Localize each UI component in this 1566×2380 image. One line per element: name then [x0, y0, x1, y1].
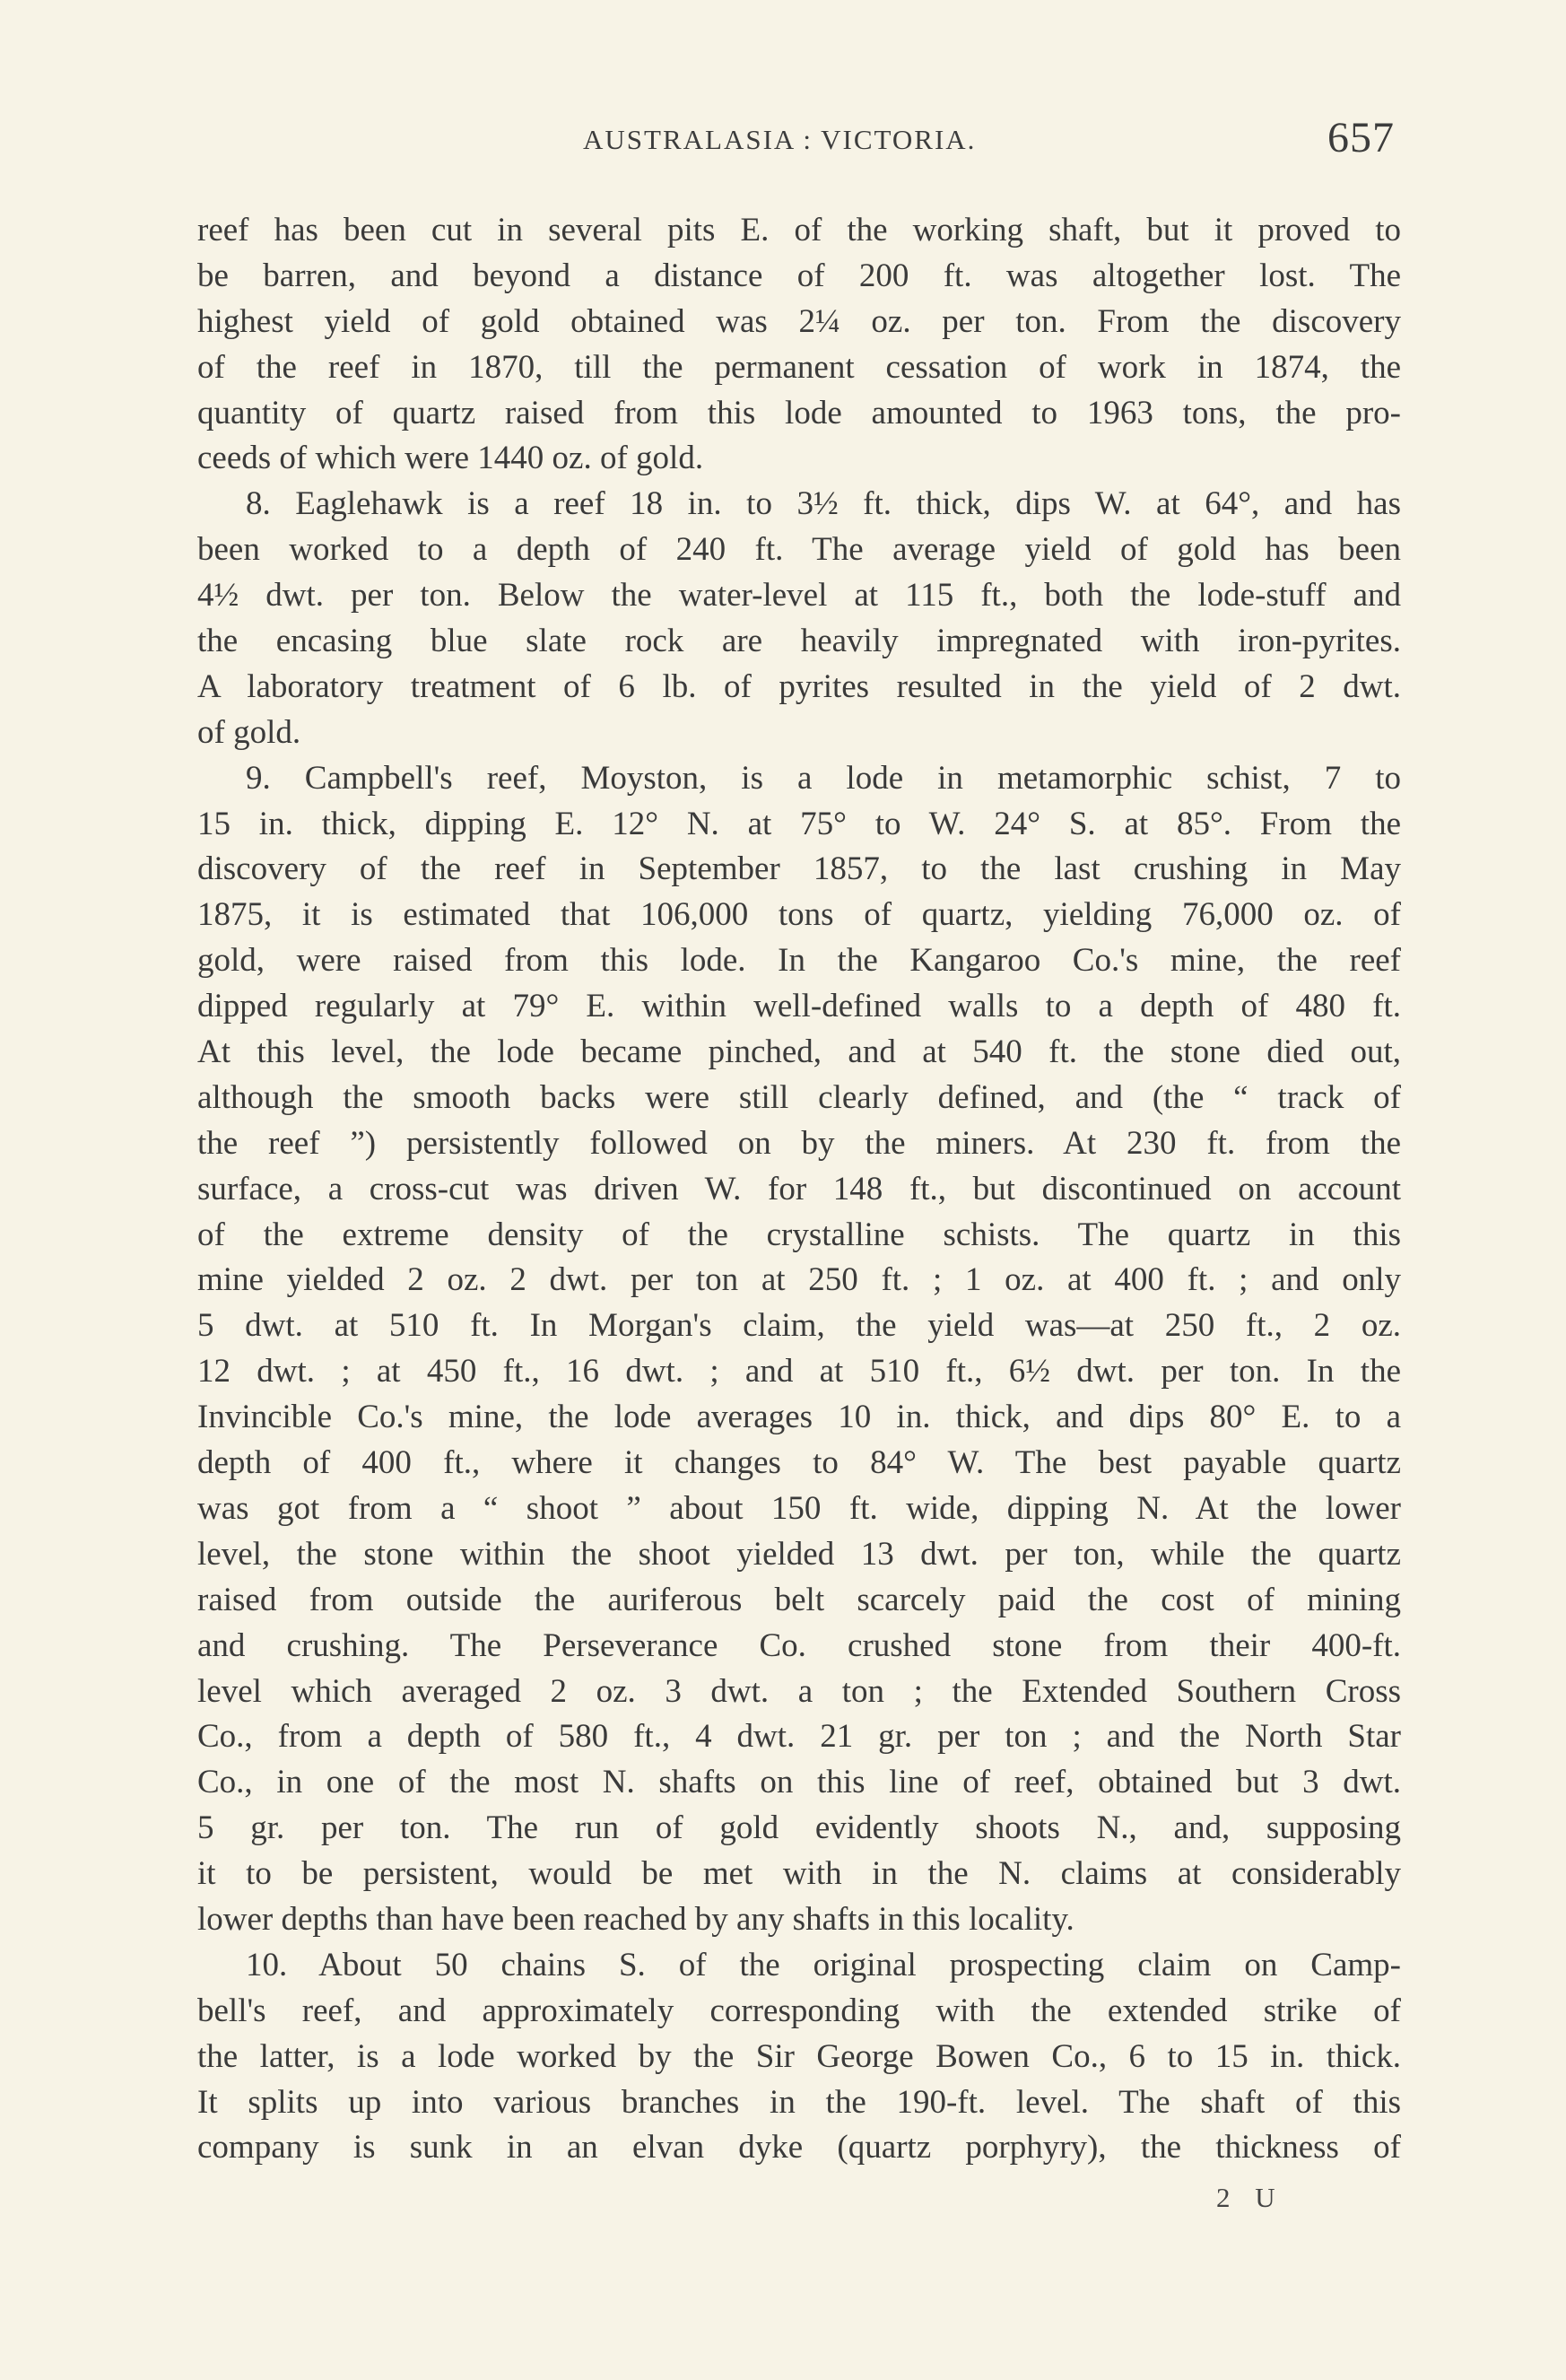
text-line: of the reef in 1870, till the permanent cessation of work in 1874, the — [197, 348, 1401, 386]
text-line: the reef ”) persistently followed on by the miners. At 230 ft. from the — [197, 1124, 1401, 1162]
text-line: ceeds of which were 1440 oz. of gold. — [197, 440, 704, 477]
text-line: level, the stone within the shoot yielded 13 dwt. per ton, while the quartz — [197, 1535, 1401, 1573]
body-text — [197, 208, 1401, 2171]
text-line: 15 in. thick, dipping E. 12° N. at 75° to W. 24° S. at 85°. From the — [197, 805, 1401, 842]
text-line: been worked to a depth of 240 ft. The average yield of gold has been — [197, 531, 1401, 569]
text-line: of the extreme density of the crystalline schists. The quartz in this — [197, 1216, 1401, 1253]
text-line: highest yield of gold obtained was 2¼ oz. per ton. From the discovery — [197, 302, 1401, 340]
text-line: discovery of the reef in September 1857, to the last crushing in May — [197, 850, 1401, 888]
text-line: It splits up into various branches in the 190-ft. level. The shaft of this — [197, 2083, 1401, 2121]
paragraph-9-start: 9. Campbell's reef, Moyston, is a lode in metamorphic schist, 7 to — [246, 759, 1401, 797]
text-line: lower depths than have been reached by any shafts in this locality. — [197, 1900, 1074, 1938]
text-line: 4½ dwt. per ton. Below the water-level at 115 ft., both the lode-stuff and — [197, 577, 1401, 615]
text-line: was got from a “ shoot ” about 150 ft. wide, dipping N. At the lower — [197, 1489, 1401, 1527]
paragraph-8-start: 8. Eaglehawk is a reef 18 in. to 3½ ft. thick, dips W. at 64°, and has — [246, 485, 1401, 523]
text-line: be barren, and beyond a distance of 200 ft. was altogether lost. The — [197, 257, 1401, 294]
text-line: bell's reef, and approximately corresponding with the extended strike of — [197, 1992, 1401, 2029]
text-line: dipped regularly at 79° E. within well-defined walls to a depth of 480 ft. — [197, 988, 1401, 1025]
text-line: level which averaged 2 oz. 3 dwt. a ton ; the Extended Southern Cross — [197, 1672, 1401, 1710]
text-line: although the smooth backs were still clearly defined, and (the “ track of — [197, 1078, 1401, 1116]
text-line: the encasing blue slate rock are heavily impregnated with iron-pyrites. — [197, 623, 1401, 660]
text-line: Co., in one of the most N. shafts on this line of reef, obtained but 3 dwt. — [197, 1764, 1401, 1801]
text-line: company is sunk in an elvan dyke (quartz porphyry), the thickness of — [197, 2129, 1401, 2166]
signature-mark: 2 U — [1216, 2182, 1284, 2213]
paragraph-10-start: 10. About 50 chains S. of the original prospecting claim on Camp- — [246, 1946, 1401, 1983]
text-line: 12 dwt. ; at 450 ft., 16 dwt. ; and at 510 ft., 6½ dwt. per ton. In the — [197, 1353, 1401, 1391]
text-line: mine yielded 2 oz. 2 dwt. per ton at 250 ft. ; 1 oz. at 400 ft. ; and only — [197, 1261, 1401, 1299]
text-line: 1875, it is estimated that 106,000 tons of quartz, yielding 76,000 oz. of — [197, 896, 1401, 934]
text-line: At this level, the lode became pinched, and at 540 ft. the stone died out, — [197, 1033, 1401, 1071]
text-line: depth of 400 ft., where it changes to 84° W. The best payable quartz — [197, 1444, 1401, 1482]
text-line: A laboratory treatment of 6 lb. of pyrites resulted in the yield of 2 dwt. — [197, 667, 1401, 705]
text-line: the latter, is a lode worked by the Sir George Bowen Co., 6 to 15 in. thick. — [197, 2037, 1401, 2075]
text-line: it to be persistent, would be met with in the N. claims at considerably — [197, 1855, 1401, 1893]
page-number: 657 — [1327, 114, 1395, 161]
text-line: quantity of quartz raised from this lode amounted to 1963 tons, the pro- — [197, 394, 1401, 432]
text-line: Invincible Co.'s mine, the lode averages 10 in. thick, and dips 80° E. to a — [197, 1399, 1401, 1436]
text-line: of gold. — [197, 713, 301, 751]
running-title: AUSTRALASIA : VICTORIA. — [583, 124, 977, 155]
text-line: Co., from a depth of 580 ft., 4 dwt. 21 gr. per ton ; and the North Star — [197, 1718, 1401, 1756]
text-line: gold, were raised from this lode. In the Kangaroo Co.'s mine, the reef — [197, 942, 1401, 980]
text-line: 5 dwt. at 510 ft. In Morgan's claim, the yield was—at 250 ft., 2 oz. — [197, 1307, 1401, 1345]
text-line: reef has been cut in several pits E. of the working shaft, but it proved to — [197, 212, 1401, 248]
text-line: raised from outside the auriferous belt scarcely paid the cost of mining — [197, 1581, 1401, 1618]
text-line: surface, a cross-cut was driven W. for 148 ft., but discontinued on account — [197, 1170, 1401, 1207]
text-line: 5 gr. per ton. The run of gold evidently shoots N., and, supposing — [197, 1809, 1401, 1847]
text-line: and crushing. The Perseverance Co. crushed stone from their 400-ft. — [197, 1626, 1401, 1664]
